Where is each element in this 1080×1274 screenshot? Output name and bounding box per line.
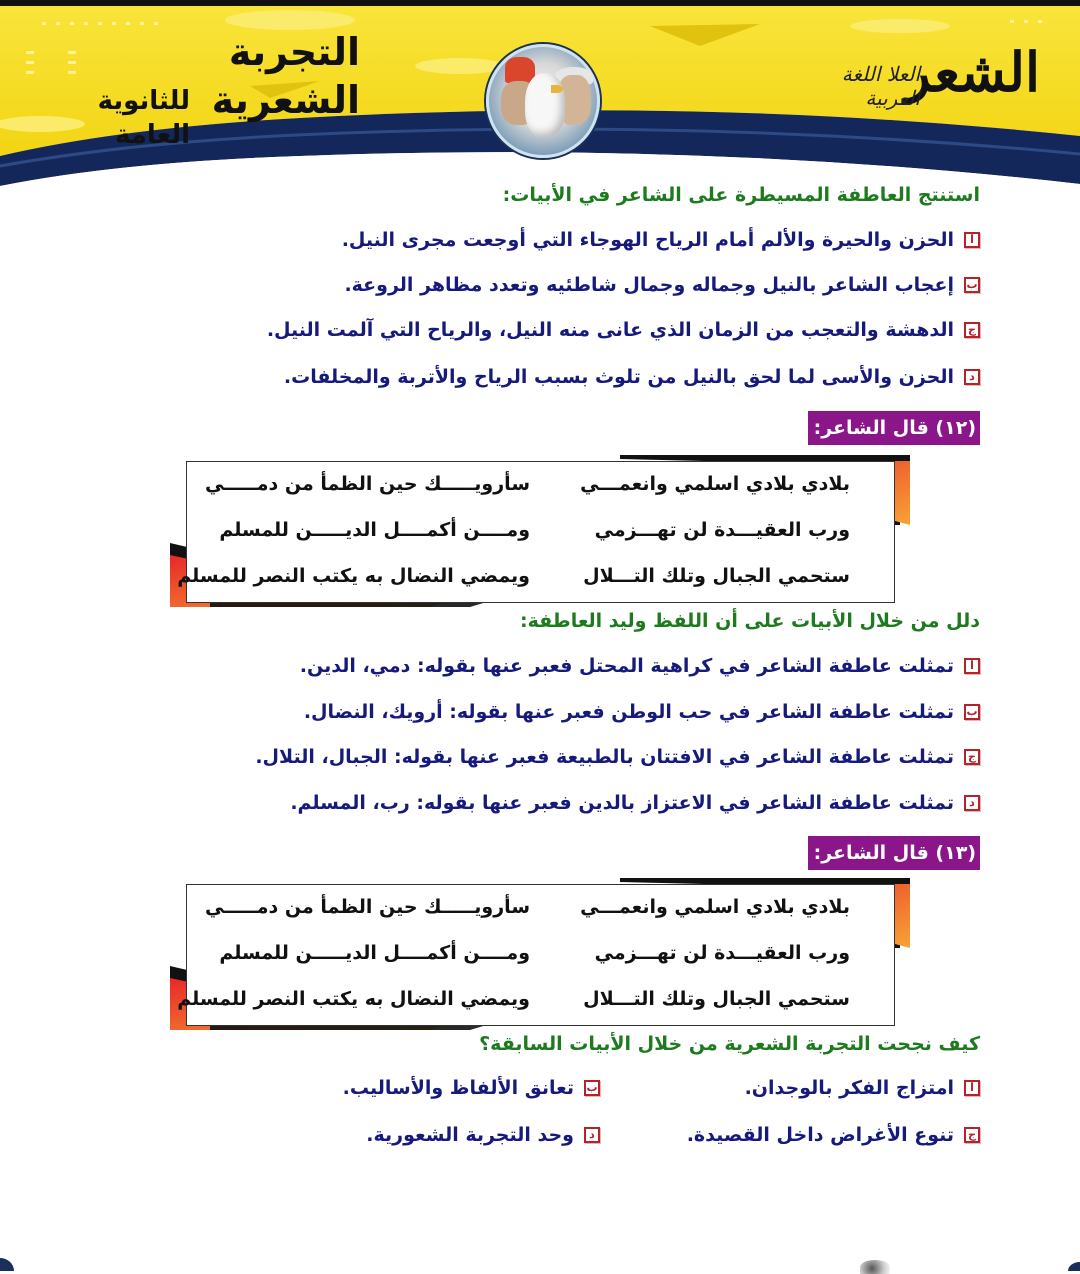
option-marker-icon: د	[964, 369, 980, 385]
option-marker-icon: ب	[584, 1080, 600, 1096]
option-marker-icon: أ	[964, 658, 980, 674]
option-marker-icon: ج	[964, 749, 980, 765]
poem-12-label: (١٢) قال الشاعر:	[808, 411, 980, 445]
page-title: التجربة الشعرية	[211, 30, 360, 122]
verse-second-hemistich: ويمضي النضال به يكتب النصر للمسلم	[177, 565, 530, 587]
option-text: تمثلت عاطفة الشاعر في الافتتان بالطبيعة فعبر عنها بقوله: الجبال، التلال.	[255, 746, 954, 768]
option-text: الحزن والأسى لما لحق بالنيل من تلوث بسبب الرياح والأتربة والمخلفات.	[283, 366, 954, 388]
option-text: تمثلت عاطفة الشاعر في الاعتزاز بالدين فعبر عنها بقوله: رب، المسلم.	[290, 792, 954, 814]
question-2-option-b[interactable]	[304, 701, 980, 723]
option-text: وحد التجربة الشعورية.	[366, 1124, 574, 1146]
poem-12-box	[170, 455, 910, 607]
option-text: الحزن والحيرة والألم أمام الرياح الهوجاء التي أوجعت مجرى النيل.	[341, 229, 954, 251]
option-marker-icon: د	[584, 1127, 600, 1143]
question-1-title: استنتج العاطفة المسيطرة على الشاعر في الأبيات:	[502, 184, 980, 206]
poem-verse-row	[170, 565, 910, 611]
verse-first-hemistich: ستحمي الجبال وتلك التـــلال	[583, 988, 850, 1010]
option-marker-icon: ج	[964, 1127, 980, 1143]
question-1-option-a[interactable]	[342, 229, 980, 251]
option-text: تمثلت عاطفة الشاعر في كراهية المحتل فعبر عنها بقوله: دمي، الدين.	[299, 655, 954, 677]
poem-verse-row	[170, 942, 910, 988]
verse-first-hemistich: ستحمي الجبال وتلك التـــلال	[583, 565, 850, 587]
page-subtitle: للثانوية العامة	[97, 86, 190, 150]
option-text: امتزاج الفكر بالوجدان.	[744, 1077, 954, 1099]
question-1-option-d[interactable]	[284, 366, 980, 388]
option-marker-icon: أ	[964, 1080, 980, 1096]
verse-first-hemistich: بلادي بلادي اسلمي وانعمـــي	[580, 473, 850, 495]
option-marker-icon: ب	[964, 704, 980, 720]
option-marker-icon: أ	[964, 232, 980, 248]
question-2-option-d[interactable]	[290, 792, 980, 814]
question-3-option-d[interactable]	[366, 1124, 600, 1146]
option-text: إعجاب الشاعر بالنيل وجماله وجمال شاطئيه وتعدد مظاهر الروعة.	[344, 274, 954, 296]
verse-second-hemistich: سأرويـــــك حين الظمأ من دمـــــي	[205, 473, 530, 495]
verse-second-hemistich: ومــــن أكمــــل الديـــــن للمسلم	[219, 519, 530, 541]
option-marker-icon: ب	[964, 277, 980, 293]
question-2-option-c[interactable]	[255, 746, 980, 768]
question-1-option-c[interactable]	[267, 319, 980, 341]
question-2-option-a[interactable]	[300, 655, 980, 677]
brand-logo-subtitle: العلا اللغة العربية	[841, 62, 920, 110]
verse-first-hemistich: ورب العقيـــدة لن تهـــزمي	[594, 942, 850, 964]
option-text: تمثلت عاطفة الشاعر في حب الوطن فعبر عنها بقوله: أرويك، النضال.	[303, 701, 954, 723]
question-2-title: دلل من خلال الأبيات على أن اللفظ وليد العاطفة:	[520, 610, 980, 632]
option-marker-icon: ج	[964, 322, 980, 338]
poem-verse-row	[170, 988, 910, 1034]
verse-second-hemistich: ويمضي النضال به يكتب النصر للمسلم	[177, 988, 530, 1010]
footer-emblem-partial	[860, 1260, 890, 1274]
poem-13-box	[170, 878, 910, 1030]
poem-13-label: (١٣) قال الشاعر:	[808, 836, 980, 870]
verse-second-hemistich: ومــــن أكمــــل الديـــــن للمسلم	[219, 942, 530, 964]
poem-verse-row	[170, 473, 910, 519]
question-3-option-c[interactable]	[687, 1124, 980, 1146]
option-marker-icon: د	[964, 795, 980, 811]
brand-logo: الشعر	[904, 40, 1040, 104]
option-text: تنوع الأغراض داخل القصيدة.	[686, 1124, 954, 1146]
question-1-option-b[interactable]	[344, 274, 980, 296]
option-text: الدهشة والتعجب من الزمان الذي عانى منه النيل، والرياح التي آلمت النيل.	[266, 319, 954, 341]
poem-verse-row	[170, 896, 910, 942]
question-3-title: كيف نجحت التجربة الشعرية من خلال الأبيات السابقة؟	[479, 1033, 980, 1055]
verse-first-hemistich: بلادي بلادي اسلمي وانعمـــي	[580, 896, 850, 918]
verse-second-hemistich: سأرويـــــك حين الظمأ من دمـــــي	[205, 896, 530, 918]
verse-first-hemistich: ورب العقيـــدة لن تهـــزمي	[594, 519, 850, 541]
question-3-option-b[interactable]	[343, 1077, 600, 1099]
option-text: تعانق الألفاظ والأساليب.	[342, 1077, 574, 1099]
question-3-option-a[interactable]	[745, 1077, 980, 1099]
poem-verse-row	[170, 519, 910, 565]
